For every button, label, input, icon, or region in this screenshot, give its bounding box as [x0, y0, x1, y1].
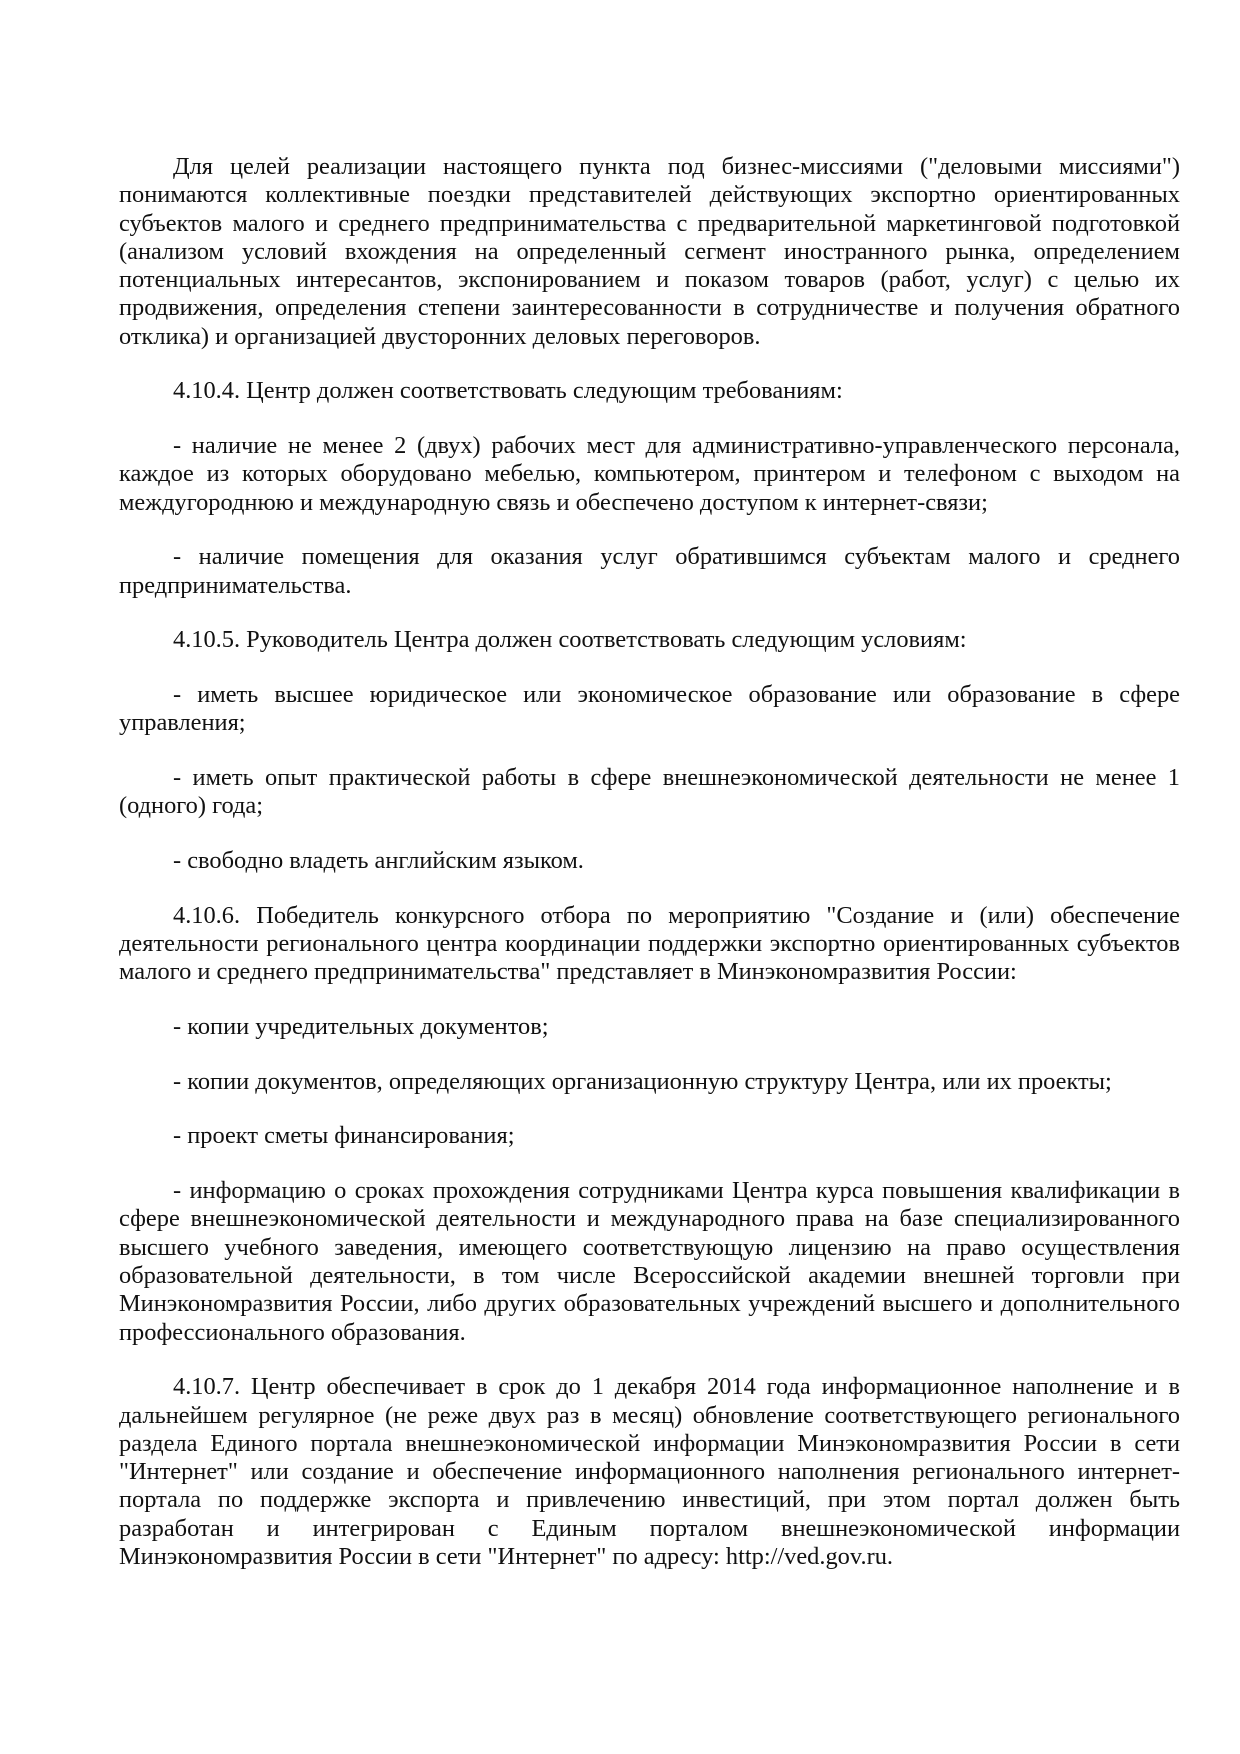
paragraph-business-missions: Для целей реализации настоящего пункта под бизнес-миссиями ("деловыми миссиями") понимаются коллективные поездки представителей действующих экспортно ориентированных субъектов малого и среднего предпринимательства с предварительной маркетинговой подготовкой (анализом условий вхождения на определенный сегмент иностранного рынка, определением потенциальных интересантов, экспонированием и показом товаров (работ, услуг) с целью их продвижения, определения степени заинтересованности в сотрудничестве и получения обратного отклика) и организацией двусторонних деловых переговоров. — [119, 153, 1180, 350]
list-item-workplaces: - наличие не менее 2 (двух) рабочих мест для административно-управленческого персонала, каждое из которых оборудовано мебелью, компьютером, принтером и телефоном с выходом на междугороднюю и международную связь и обеспечено доступом к интернет-связи; — [119, 432, 1180, 516]
list-item-budget: - проект сметы финансирования; — [173, 1122, 515, 1150]
paragraph-4-10-6: 4.10.6. Победитель конкурсного отбора по мероприятию "Создание и (или) обеспечение деятельности регионального центра координации поддержки экспортно ориентированных субъектов малого и среднего предпринимательства" представляет в Минэкономразвития России: — [119, 901, 1180, 986]
list-item-education: - иметь высшее юридическое или экономическое образование или образование в сфере управления; — [119, 681, 1180, 737]
paragraph-4-10-7: 4.10.7. Центр обеспечивает в срок до 1 декабря 2014 года информационное наполнение и в дальнейшем регулярное (не реже двух раз в месяц) обновление соответствующего регионального раздела Единого портала внешнеэкономической информации Минэкономразвития России в сети "Интернет" или создание и обеспечение информационного наполнения регионального интернет-портала по поддержке экспорта и привлечению инвестиций, при этом портал должен быть разработан и интегрирован с Единым порталом внешнеэкономической информации Минэкономразвития России в сети "Интернет" по адресу: http://ved.gov.ru. — [119, 1373, 1180, 1571]
list-item-premises: - наличие помещения для оказания услуг обратившимся субъектам малого и среднего предпринимательства. — [119, 543, 1180, 599]
document-page — [119, 153, 1180, 1598]
list-item-founding-documents: - копии учредительных документов; — [173, 1013, 549, 1041]
list-item-training-info: - информацию о сроках прохождения сотрудниками Центра курса повышения квалификации в сфере внешнеэкономической деятельности и международного права на базе специализированного высшего учебного заведения, имеющего соответствующую лицензию на право осуществления образовательной деятельности, в том числе Всероссийской академии внешней торговли при Минэкономразвития России, либо других образовательных учреждений высшего и дополнительного профессионального образования. — [119, 1177, 1180, 1346]
paragraph-4-10-5: 4.10.5. Руководитель Центра должен соответствовать следующим условиям: — [173, 626, 967, 654]
paragraph-4-10-4: 4.10.4. Центр должен соответствовать следующим требованиям: — [173, 377, 843, 405]
list-item-english: - свободно владеть английским языком. — [173, 847, 584, 875]
list-item-structure-documents: - копии документов, определяющих организационную структуру Центра, или их проекты; — [173, 1067, 1112, 1095]
list-item-experience: - иметь опыт практической работы в сфере внешнеэкономической деятельности не менее 1 (одного) года; — [119, 764, 1180, 820]
